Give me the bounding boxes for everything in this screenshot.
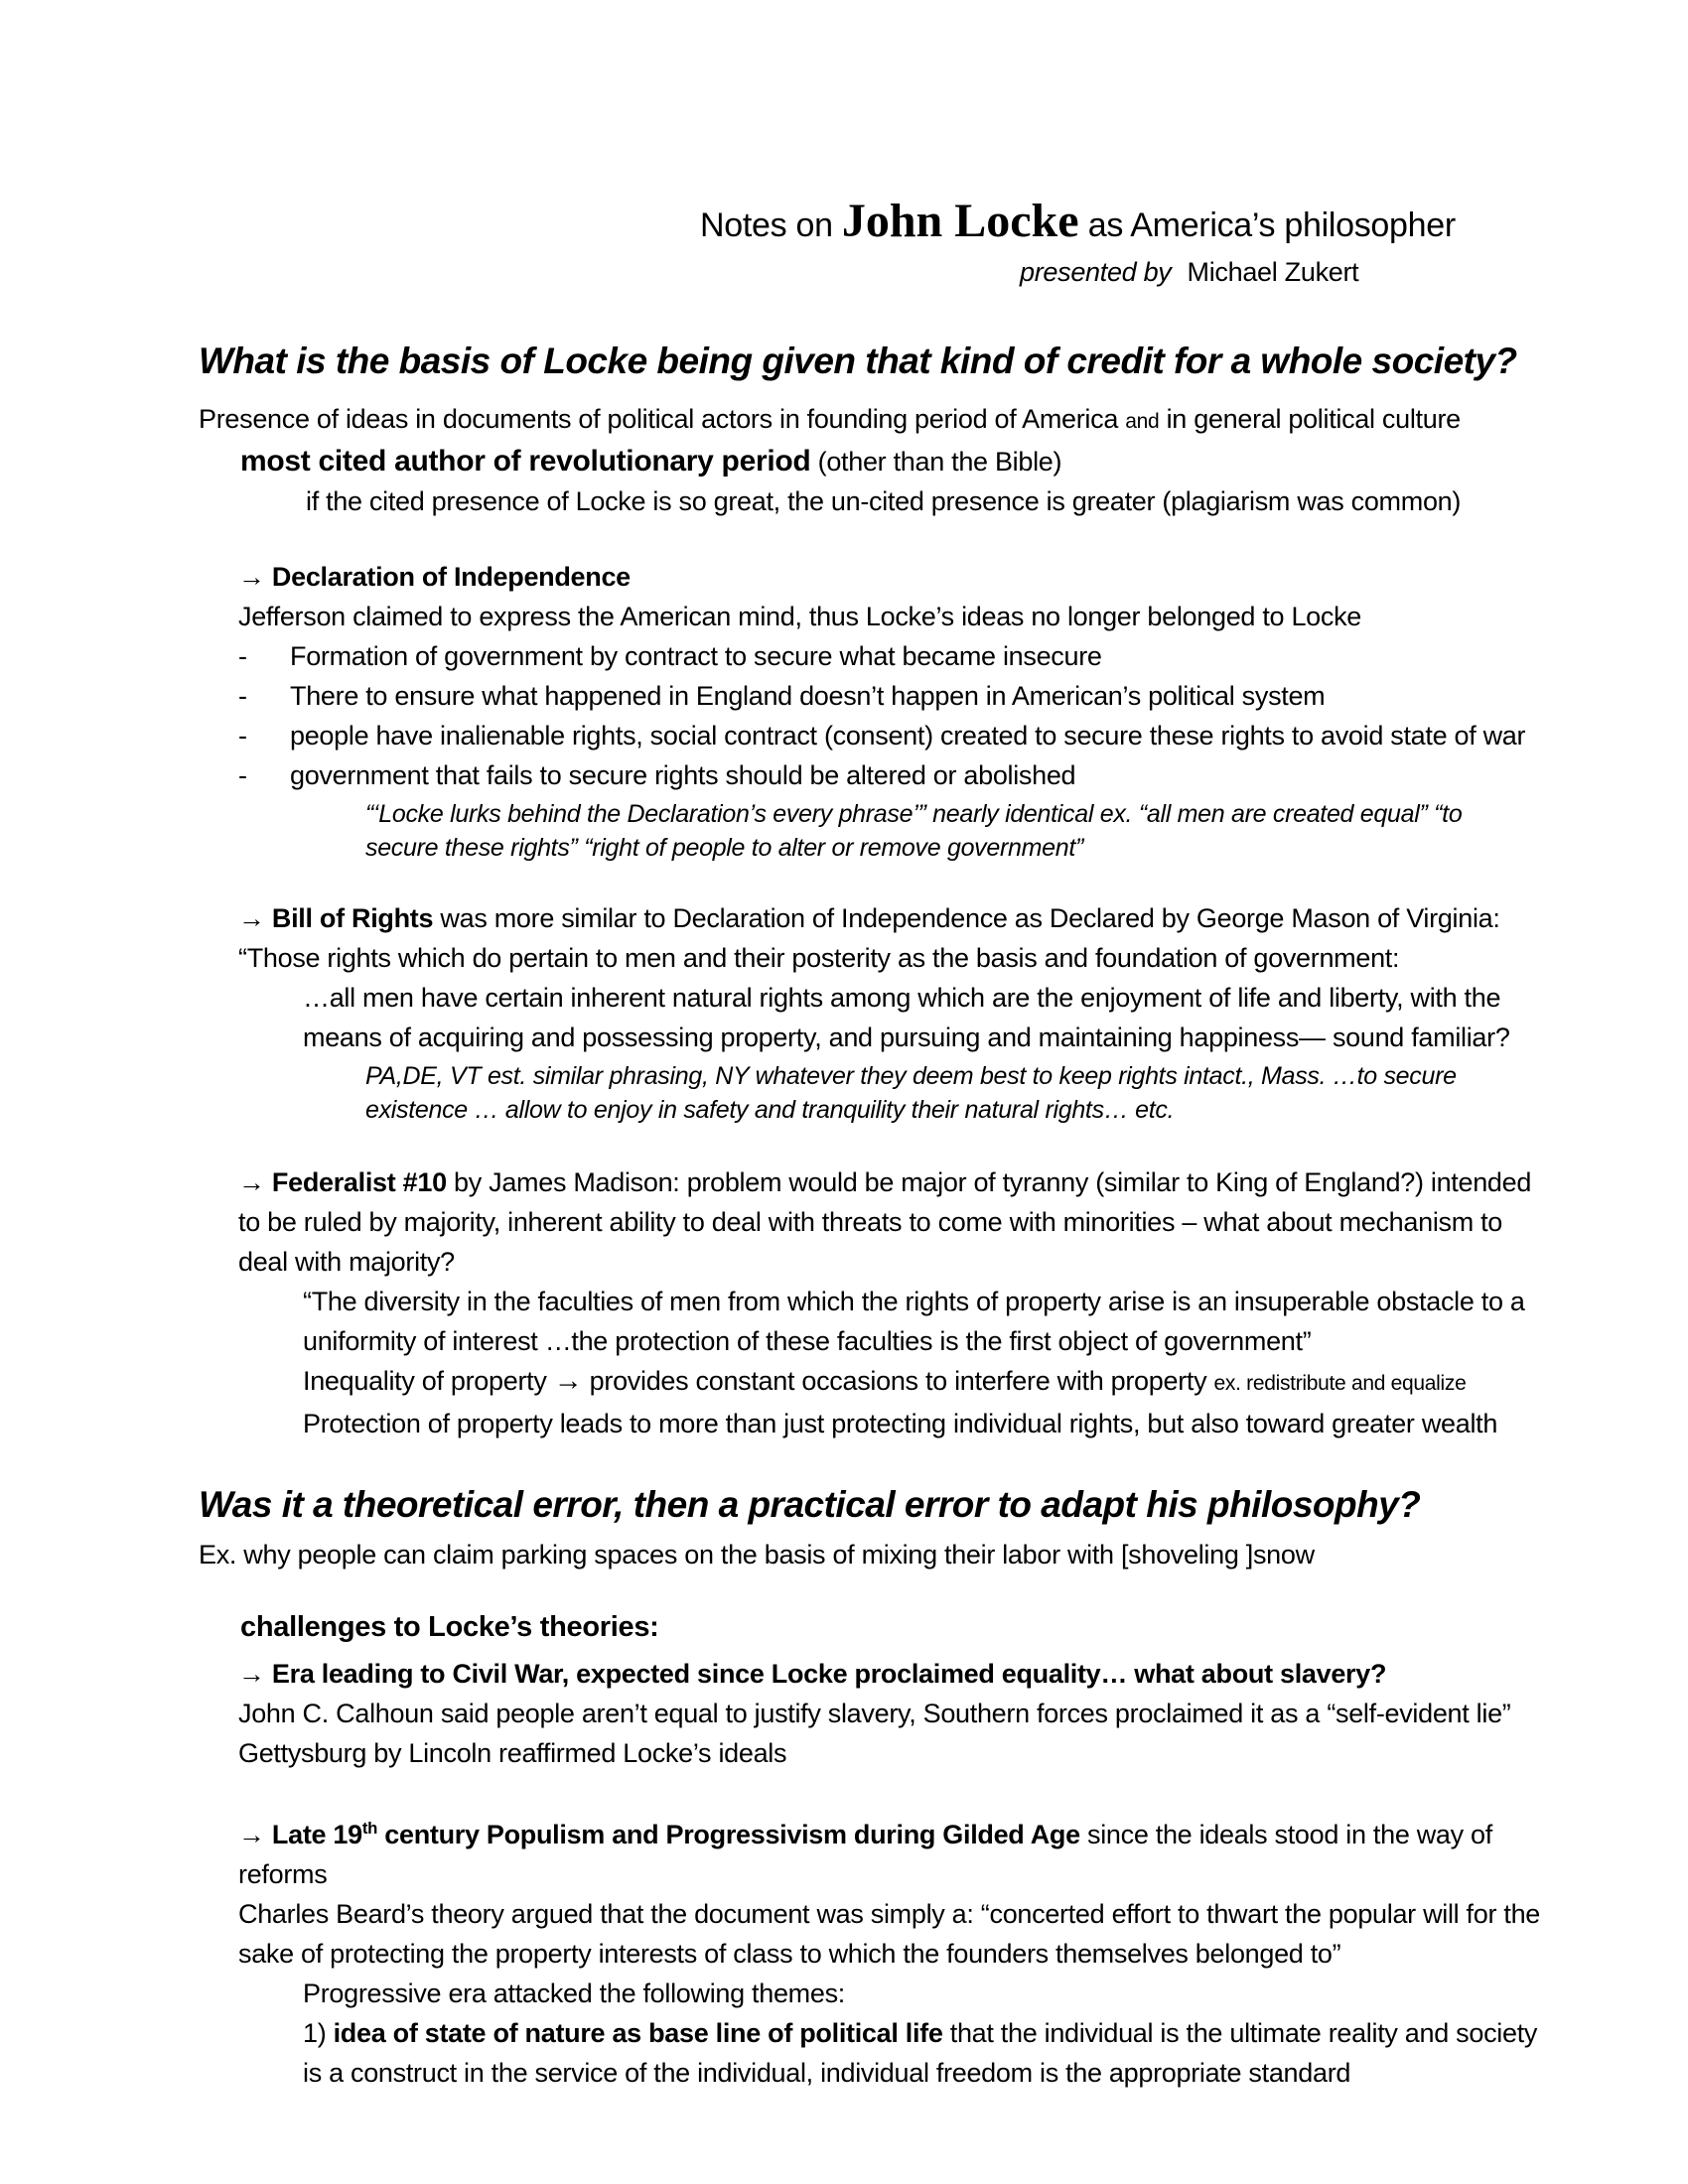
arrow-icon: → <box>238 1820 272 1849</box>
inherent-quote: …all men have certain inherent natural rights among which are the enjoyment of life and liberty, with the means of acquiring and possessing property, and pursuing and maintaining happiness— sound familiar? <box>303 983 1510 1052</box>
title-name: John Locke <box>841 195 1079 247</box>
bullet-dash: - <box>238 760 247 790</box>
inequality-b: provides constant occasions to interfere with property <box>582 1366 1214 1396</box>
byline <box>1020 254 1549 290</box>
declaration-section <box>199 557 1549 865</box>
bullet-text: people have inalienable rights, social contract (consent) created to secure these rights to avoid state of war <box>290 721 1526 751</box>
late19-sup: th <box>361 1819 378 1838</box>
mason-quote: “Those rights which do pertain to men and their posterity as the basis and foundation of government: <box>238 943 1400 973</box>
declaration-quote: “‘Locke lurks behind the Declaration’s every phrase’” nearly identical ex. “all men are created equal” “to secure these rights” “right of people to alter or remove government” <box>365 800 1463 862</box>
federalist-heading-rest: by James Madison: problem would be major of tyranny (similar to King of England?) intended to be ruled by majority, inherent ability to deal with threats to come with minorities – what about mechanism to deal with majority? <box>238 1167 1532 1277</box>
declaration-intro: Jefferson claimed to express the American mind, thus Locke’s ideas no longer belonged to Locke <box>238 602 1361 631</box>
theme1-bold: idea of state of nature as base line of political life <box>333 2018 943 2048</box>
gilded-heading <box>238 1809 1549 1894</box>
arrow-icon: → <box>238 1167 272 1197</box>
byline-name: Michael Zukert <box>1187 257 1359 287</box>
bullet-dash: - <box>238 721 247 751</box>
presence-a: Presence of ideas in documents of political actors in founding period of America <box>199 404 1126 434</box>
federalist-heading-bold: Federalist #10 <box>271 1167 447 1197</box>
bill-heading <box>238 898 1549 938</box>
title-suffix: as America’s philosopher <box>1078 206 1456 244</box>
federalist-heading <box>238 1162 1549 1282</box>
cited-note: if the cited presence of Locke is so great, the un-cited presence is greater (plagiarism was common) <box>306 486 1462 516</box>
gilded-bold-pre: Late 19 <box>271 1820 362 1849</box>
presence-and-small: and <box>1125 410 1160 433</box>
q2-heading: Was it a theoretical error, then a practical error to adapt his philosophy? <box>199 1484 1421 1525</box>
gilded-rest: since the ideals stood in the way of reforms <box>238 1820 1492 1889</box>
theme1-line <box>303 2013 1549 2093</box>
inequality-small: ex. redistribute and equalize <box>1213 1372 1467 1395</box>
civilwar-heading-bold: Era leading to Civil War, expected since Locke proclaimed equality… what about slavery? <box>271 1659 1387 1689</box>
bill-heading-bold: Bill of Rights <box>271 903 434 933</box>
federalist-section <box>199 1162 1549 1443</box>
inequality-line <box>303 1361 1549 1404</box>
declaration-heading-text: Declaration of Independence <box>271 562 631 592</box>
calhoun-line: John C. Calhoun said people aren’t equal to justify slavery, Southern forces proclaimed it as a “self-evident lie” <box>238 1699 1511 1728</box>
bullet-item <box>238 755 1549 795</box>
bullet-dash: - <box>238 681 247 711</box>
bullet-item <box>238 676 1549 716</box>
bullet-text: Formation of government by contract to secure what became insecure <box>290 641 1102 671</box>
most-cited-rest: (other than the Bible) <box>810 447 1062 477</box>
doc-title <box>700 195 1549 252</box>
arrow-icon: → <box>238 562 272 592</box>
byline-label: presented by <box>1020 257 1172 287</box>
most-cited-line <box>240 442 1549 481</box>
bullet-text: government that fails to secure rights should be altered or abolished <box>290 760 1076 790</box>
civilwar-heading <box>238 1654 1549 1694</box>
example-line: Ex. why people can claim parking spaces on the basis of mixing their labor with [shoveling ]snow <box>199 1540 1315 1570</box>
arrow-icon: → <box>238 1659 272 1689</box>
gilded-bold-post: century Populism and Progressivism during Gilded Age <box>377 1820 1080 1849</box>
q1-heading: What is the basis of Locke being given that kind of credit for a whole society? <box>199 341 1517 381</box>
bill-of-rights-section <box>199 898 1549 1127</box>
theme1-num: 1) <box>303 2018 334 2048</box>
arrow-icon: → <box>238 903 272 933</box>
bullet-dash: - <box>238 641 247 671</box>
bullet-text: There to ensure what happened in England doesn’t happen in American’s political system <box>290 681 1326 711</box>
arrow-icon: → <box>553 1365 583 1397</box>
declaration-heading <box>238 557 1549 597</box>
presence-line <box>199 399 1549 442</box>
bullet-item <box>238 636 1549 676</box>
diversity-quote: “The diversity in the faculties of men from which the rights of property arise is an insuperable obstacle to a uniformity of interest …the protection of these faculties is the first object of government” <box>303 1287 1525 1356</box>
presence-b: in general political culture <box>1159 404 1461 434</box>
gilded-age-section <box>199 1809 1549 2093</box>
states-note: PA,DE, VT est. similar phrasing, NY whatever they deem best to keep rights intact., Mass. …to secure existence … allow to enjoy in safety and tranquility their natural rights… etc. <box>365 1062 1457 1124</box>
progressive-intro: Progressive era attacked the following themes: <box>303 1979 845 2008</box>
most-cited-bold: most cited author of revolutionary period <box>240 445 811 478</box>
challenges-heading: challenges to Locke’s theories: <box>240 1611 659 1643</box>
beard-line: Charles Beard’s theory argued that the document was simply a: “concerted effort to thwart the popular will for the sake of protecting the property interests of class to which the founders themselves belonged to” <box>238 1899 1541 1969</box>
bullet-item <box>238 716 1549 755</box>
theme1-rest: that the individual is the ultimate reality and society is a construct in the service of the individual, individual freedom is the appropriate standard <box>303 2018 1538 2088</box>
protection-line: Protection of property leads to more than just protecting individual rights, but also toward greater wealth <box>303 1409 1498 1438</box>
inequality-a: Inequality of property <box>303 1366 554 1396</box>
bill-heading-rest: was more similar to Declaration of Independence as Declared by George Mason of Virginia: <box>433 903 1500 933</box>
title-prefix: Notes on <box>700 206 842 244</box>
gettysburg-line: Gettysburg by Lincoln reaffirmed Locke’s ideals <box>238 1738 787 1768</box>
